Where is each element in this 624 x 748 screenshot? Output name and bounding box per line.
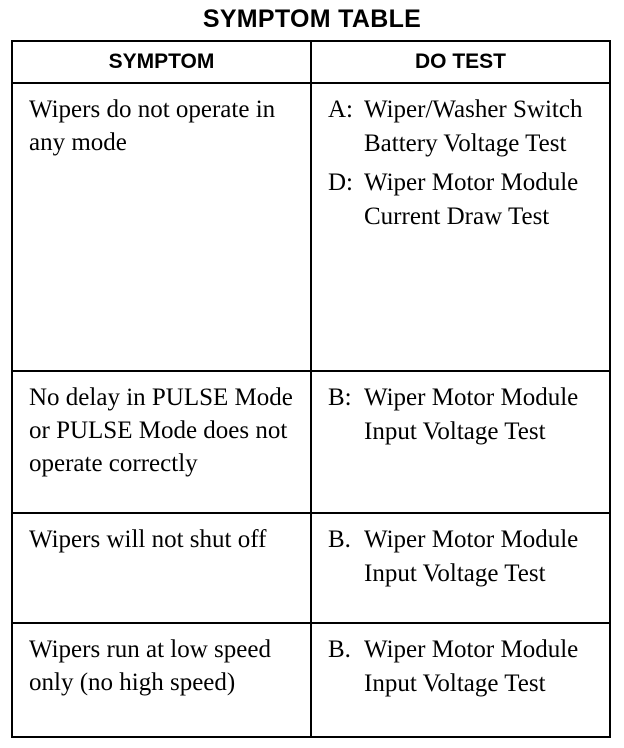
do-test-cell xyxy=(311,623,610,737)
test-text: Wiper Motor Module Input Voltage Test xyxy=(364,636,579,697)
header-symptom: SYMPTOM xyxy=(12,41,311,83)
symptom-cell xyxy=(12,371,311,513)
table-header-row xyxy=(12,41,610,83)
test-item xyxy=(328,633,601,700)
symptom-text: Wipers run at low speed only (no high speed) xyxy=(29,636,271,696)
test-item xyxy=(328,93,601,160)
test-item xyxy=(328,166,601,233)
page-title: SYMPTOM TABLE xyxy=(202,5,422,33)
symptom-table xyxy=(11,40,611,738)
table-row xyxy=(12,513,610,623)
do-test-cell xyxy=(311,371,610,513)
header-do-test: DO TEST xyxy=(311,41,610,83)
test-letter: B. xyxy=(328,636,351,663)
test-text: Wiper Motor Module Current Draw Test xyxy=(364,169,579,230)
test-item xyxy=(328,523,601,590)
test-letter: B. xyxy=(328,526,351,553)
symptom-text: Wipers do not operate in any mode xyxy=(29,96,276,156)
test-letter: A: xyxy=(328,96,353,123)
test-letter: D: xyxy=(328,169,353,196)
test-text: Wiper Motor Module Input Voltage Test xyxy=(364,526,579,587)
symptom-cell xyxy=(12,623,311,737)
table-row xyxy=(12,371,610,513)
test-text: Wiper Motor Module Input Voltage Test xyxy=(364,384,579,445)
symptom-cell xyxy=(12,83,311,371)
do-test-cell xyxy=(311,513,610,623)
do-test-cell xyxy=(311,83,610,371)
test-letter: B: xyxy=(328,384,352,411)
test-text: Wiper/Washer Switch Battery Voltage Test xyxy=(364,96,583,157)
symptom-text: Wipers will not shut off xyxy=(29,526,267,553)
table-row xyxy=(12,83,610,371)
test-item xyxy=(328,381,601,448)
symptom-text: No delay in PULSE Mode or PULSE Mode does not operate correctly xyxy=(29,384,293,477)
table-row xyxy=(12,623,610,737)
symptom-cell xyxy=(12,513,311,623)
